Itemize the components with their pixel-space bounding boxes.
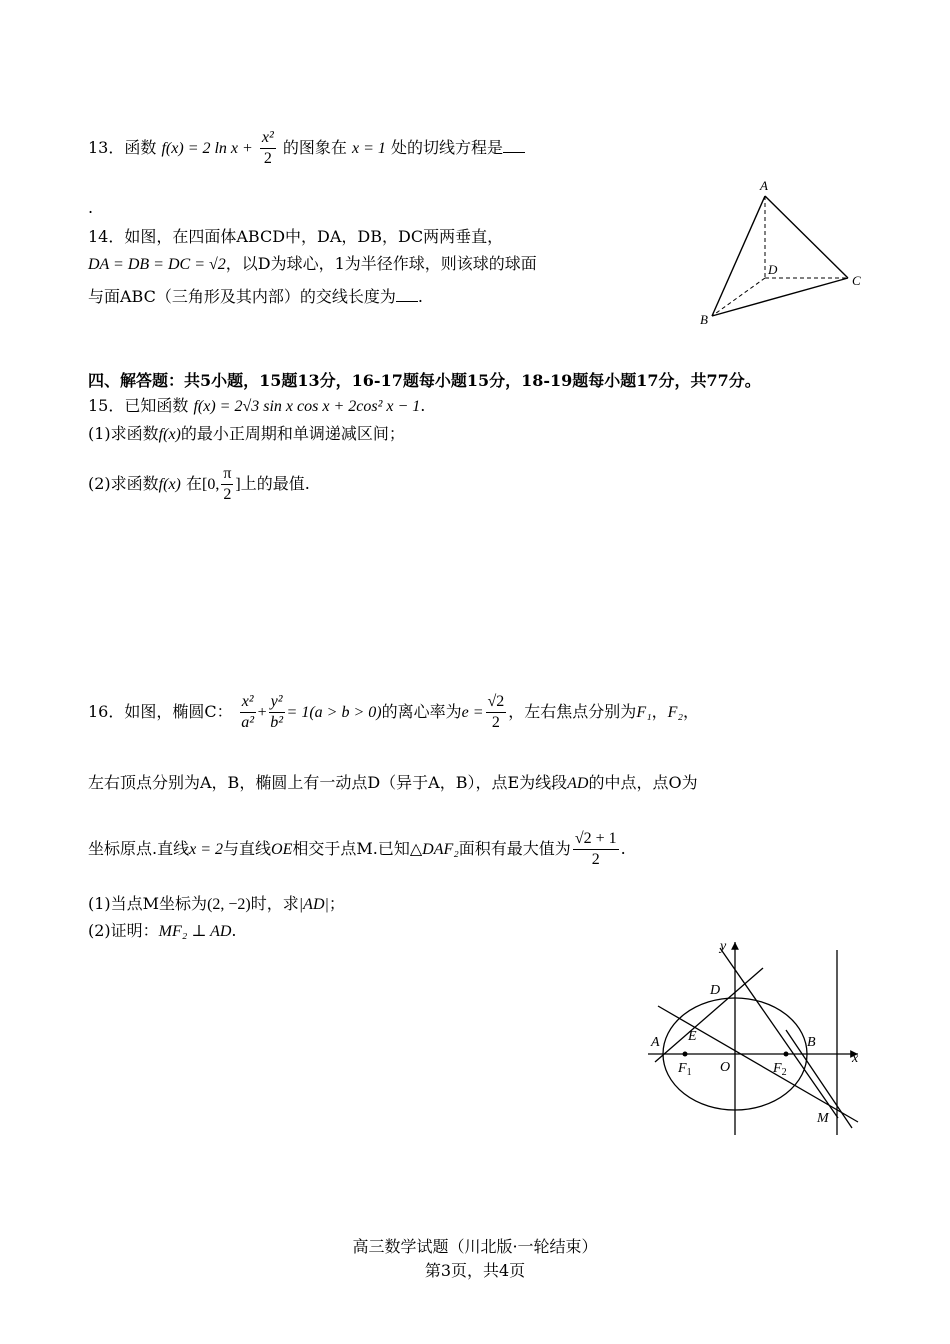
q15-part1-fx: f(x) (158, 426, 181, 443)
q15-period: . (420, 396, 426, 415)
q15-part1-a: (1)求函数 (88, 424, 159, 443)
q16-abs-AD: |AD| (298, 896, 329, 913)
q16-line-OE: OE (271, 841, 293, 858)
q16-plus: + (257, 704, 267, 721)
q16-eq-condition: = 1(a > b > 0) (286, 704, 382, 721)
q16-part1-e: ； (328, 894, 345, 913)
q16-line2-c: 的中点，点O为 (588, 773, 698, 792)
label-M: M (817, 1111, 829, 1126)
q14-line3-text: 与面ABC（三角形及其内部）的交线长度为 (88, 287, 396, 306)
footer-title: 高三数学试题（川北版·一轮结束） (352, 1237, 598, 1256)
tetrahedron-figure (690, 170, 880, 330)
q16-triangle: △DAF₂ (409, 841, 459, 858)
label-B: B (807, 1035, 816, 1050)
label-O: O (720, 1060, 731, 1075)
q14-text: ，以D为球心，1为半径作球，则该球的球面 (225, 254, 537, 273)
q14-answer-blank (396, 287, 418, 302)
line-AD (655, 968, 763, 1062)
q16-e-frac: $\frac{√2}{2}$ (487, 693, 505, 731)
q16-line2 (88, 770, 698, 793)
label-x: x (852, 1051, 859, 1066)
q14-line3-period: . (417, 287, 423, 306)
q16-comma: ， (651, 702, 668, 721)
section4-heading: 四、解答题：共5小题，15题13分，16-17题每小题15分，18-19题每小题17分，共77分。 (88, 371, 761, 390)
q16-frac-y: $\frac{\text{y²}}{\text{b²}}$ (270, 693, 283, 731)
q15-function: f(x) = 2√3 sin x cos x + 2cos² x − 1 (193, 398, 421, 415)
q13-text-2: 的图象在 (282, 138, 347, 157)
q13-number: 13． (88, 138, 125, 157)
edge-AB (712, 196, 765, 316)
focus-F1-dot (683, 1052, 688, 1057)
label-F1: $F_1$ (678, 1061, 692, 1078)
q16-part2-a: (2)证明： (88, 921, 159, 940)
ellipse-figure (640, 930, 870, 1140)
q16-part1-a: (1)当点M坐标为 (88, 894, 208, 913)
q16-part1 (88, 891, 345, 914)
q16-line3-e: 相交于点M.已知 (292, 839, 410, 858)
edge-AC (765, 196, 848, 278)
q16-f1: F₁ (636, 704, 652, 721)
q13-period: . (88, 198, 94, 217)
label-D: D (768, 262, 778, 277)
q16-comma2: ， (683, 702, 700, 721)
label-A: A (760, 178, 768, 193)
q13-answer-blank (503, 138, 525, 153)
q16-point-M: (2, −2) (207, 896, 251, 913)
q16-eccentricity-text: 的离心率为 (381, 702, 462, 721)
q15-interval-right: ] (235, 476, 241, 493)
q16-part2-c: . (231, 921, 237, 940)
q14-line1: 14．如图，在四面体ABCD中，DA，DB，DC两两垂直， (88, 227, 504, 246)
label-A: A (651, 1035, 660, 1050)
q15-part2-d: 上的最值. (240, 474, 310, 493)
q16-e-lhs: e = (461, 704, 484, 721)
q15-part2-fx: f(x) (158, 476, 181, 493)
q13-fraction: $\frac{\text{x²}}{2}$ (261, 129, 274, 167)
label-y: y (720, 939, 727, 954)
q15-part1-c: 的最小正周期和单调递减区间； (180, 424, 405, 443)
q15-part2-c: 在 (185, 474, 202, 493)
q15-part1 (88, 421, 405, 444)
q15-interval-frac: $\frac{\pi}{2}$ (223, 465, 232, 503)
q13-text-3: 处的切线方程是 (391, 138, 504, 157)
q16-line-x2: x = 2 (189, 841, 223, 858)
label-C: C (852, 273, 861, 288)
q14-line3 (88, 284, 423, 307)
q16-intro: 16．如图，椭圆C： (88, 702, 233, 721)
focus-F2-dot (784, 1052, 789, 1057)
q16-line3 (88, 822, 626, 876)
footer-page-number: 第3页，共4页 (424, 1261, 526, 1280)
q13 (88, 118, 525, 178)
q16-part2 (88, 918, 237, 941)
line-DM (720, 948, 838, 1118)
edge-BC (712, 278, 848, 316)
q15-intro: 15．已知函数 (88, 396, 189, 415)
q15-part2-a: (2)求函数 (88, 474, 159, 493)
q16-line3-a: 坐标原点.直线 (88, 839, 190, 858)
q16-line1 (88, 684, 699, 740)
q16-part1-c: 时，求 (250, 894, 299, 913)
q14-equation: DA = DB = DC = √2 (88, 256, 226, 273)
q16-segment-AD: AD (567, 775, 589, 792)
q15-line1 (88, 393, 425, 416)
q16-line3-period: . (620, 839, 626, 858)
q13-condition: x = 1 (352, 140, 386, 157)
q15-interval-left: [0, (201, 476, 220, 493)
q16-perpendicular: MF₂ ⊥ AD (158, 923, 232, 940)
q13-function: f(x) = 2 ln x + (161, 140, 253, 157)
q14-line2 (88, 251, 537, 274)
q16-foci-text: ，左右焦点分别为 (508, 702, 637, 721)
label-D: D (710, 983, 721, 998)
label-F2: $F_2$ (773, 1061, 787, 1078)
q16-line2-a: 左右顶点分别为A，B，椭圆上有一动点D（异于A，B），点E为线段 (88, 773, 568, 792)
q16-line3-c: 与直线 (223, 839, 272, 858)
q13-text-1: 函数 (124, 138, 157, 157)
label-B: B (700, 312, 708, 327)
q16-frac-x: $\frac{\text{x²}}{\text{a²}}$ (241, 693, 255, 731)
label-E: E (688, 1029, 697, 1044)
q16-line3-g: 面积有最大值为 (458, 839, 571, 858)
q15-part2 (88, 457, 310, 511)
q16-f2: F₂ (667, 704, 684, 721)
q16-area-frac: $\frac{√2 + 1}{2}$ (574, 830, 617, 868)
